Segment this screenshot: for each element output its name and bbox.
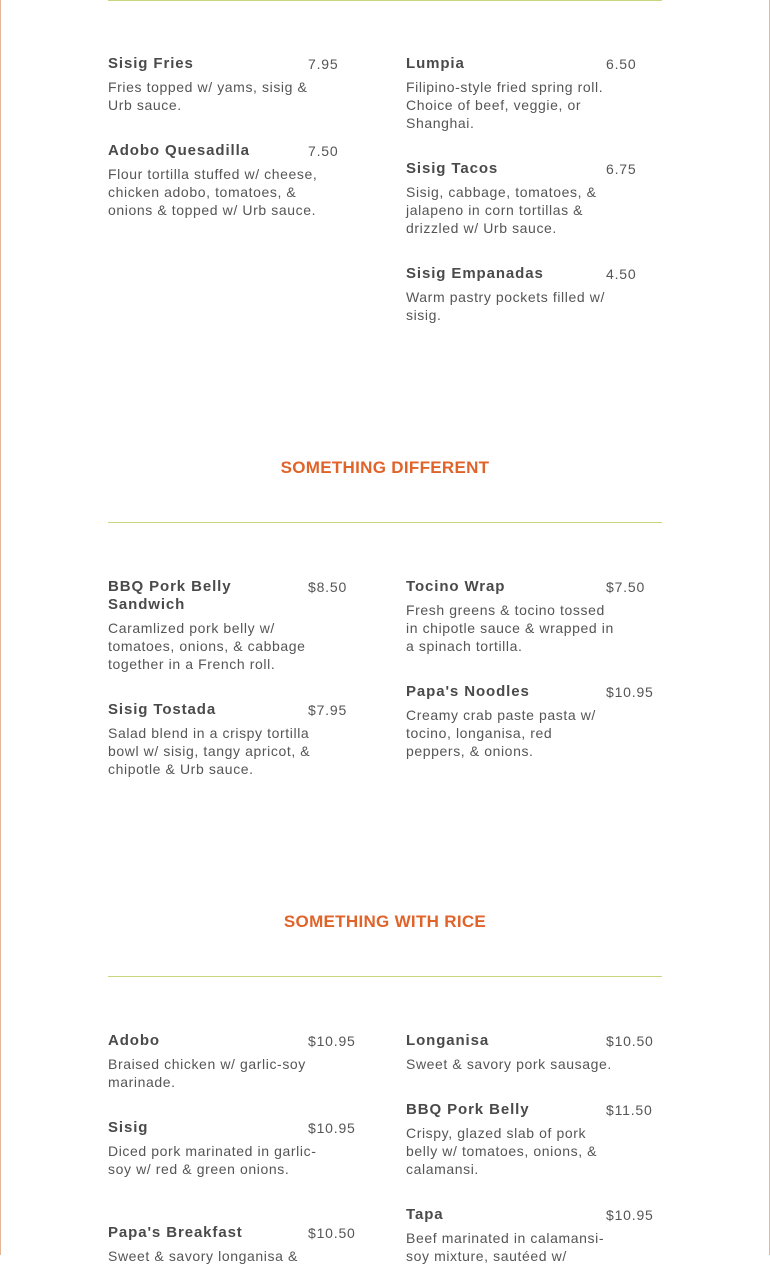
item-name: Sisig Empanadas <box>406 265 544 282</box>
item-description: Flour tortilla stuffed w/ cheese, chicken adobo, tomatoes, & onions & topped w/ Urb sauce. <box>108 166 318 218</box>
item-name: Sisig <box>108 1119 149 1136</box>
item-name: Adobo Quesadilla <box>108 142 250 159</box>
item-price: $10.95 <box>606 1207 654 1223</box>
section-divider <box>108 522 662 523</box>
item-description: Sweet & savory pork sausage. <box>406 1056 612 1072</box>
menu-item[interactable] <box>108 1032 356 1091</box>
item-price: $10.95 <box>308 1033 356 1049</box>
item-description: Creamy crab paste pasta w/ tocino, longanisa, red peppers, & onions. <box>406 707 596 759</box>
item-name: Sisig Fries <box>108 55 194 72</box>
item-price: 4.50 <box>606 266 637 282</box>
item-description: Crispy, glazed slab of pork belly w/ tomatoes, onions, & calamansi. <box>406 1125 598 1177</box>
item-description: Sisig, cabbage, tomatoes, & jalapeno in corn tortillas & drizzled w/ Urb sauce. <box>406 184 597 236</box>
item-price: 7.95 <box>308 56 339 72</box>
item-price: $10.50 <box>308 1225 356 1241</box>
item-price: $7.50 <box>606 579 646 595</box>
section-title: SOMETHING WITH RICE <box>283 912 487 931</box>
item-name: Sisig Tostada <box>108 701 217 718</box>
menu-item[interactable] <box>108 701 347 778</box>
menu-item[interactable] <box>108 578 347 673</box>
item-description: Sweet & savory longanisa & <box>108 1248 298 1264</box>
item-name: Papa's Noodles <box>406 683 530 700</box>
item-price: $10.95 <box>308 1120 356 1136</box>
item-name: BBQ Pork Belly <box>406 1101 530 1118</box>
item-name: Longanisa <box>406 1032 490 1049</box>
menu-item[interactable] <box>406 1101 653 1178</box>
item-description: Filipino-style fried spring roll. Choice of beef, veggie, or Shanghai. <box>406 79 604 131</box>
item-description: Braised chicken w/ garlic-soy marinade. <box>108 1056 306 1090</box>
menu-item[interactable] <box>406 265 636 324</box>
item-description: Warm pastry pockets filled w/ sisig. <box>406 289 605 323</box>
menu-item[interactable] <box>406 1032 654 1073</box>
item-name: Sisig Tacos <box>406 160 499 177</box>
section-title: SOMETHING DIFFERENT <box>280 458 490 477</box>
item-name: BBQ Pork Belly Sandwich <box>108 578 232 613</box>
menu-item[interactable] <box>108 1224 356 1265</box>
item-price: $7.95 <box>308 702 348 718</box>
item-price: $8.50 <box>308 579 348 595</box>
item-name: Lumpia <box>406 55 465 72</box>
item-name: Tapa <box>406 1206 444 1223</box>
item-description: Fresh greens & tocino tossed in chipotle sauce & wrapped in a spinach tortilla. <box>406 602 614 654</box>
item-description: Diced pork marinated in garlic-soy w/ red & green onions. <box>108 1143 317 1177</box>
menu-item[interactable] <box>406 1206 654 1265</box>
item-description: Salad blend in a crispy tortilla bowl w/ sisig, tangy apricot, & chipotle & Urb sauce. <box>108 725 311 777</box>
item-price: $10.50 <box>606 1033 654 1049</box>
section-divider <box>108 976 662 977</box>
menu-item[interactable] <box>108 142 338 219</box>
menu-item[interactable] <box>406 683 654 760</box>
item-price: 6.50 <box>606 56 637 72</box>
menu-item[interactable] <box>406 160 636 237</box>
item-description: Fries topped w/ yams, sisig & Urb sauce. <box>108 79 308 113</box>
item-name: Tocino Wrap <box>406 578 506 595</box>
menu-item[interactable] <box>108 55 338 114</box>
item-price: $10.95 <box>606 684 654 700</box>
item-price: 6.75 <box>606 161 637 177</box>
item-name: Adobo <box>108 1032 160 1049</box>
menu-item[interactable] <box>406 578 645 655</box>
section-divider <box>108 0 662 1</box>
item-price: $11.50 <box>606 1102 653 1118</box>
item-name: Papa's Breakfast <box>108 1224 243 1241</box>
item-price: 7.50 <box>308 143 339 159</box>
item-description: Beef marinated in calamansi-soy mixture, sautéed w/ <box>406 1230 605 1264</box>
menu-item[interactable] <box>108 1119 356 1178</box>
item-description: Caramlized pork belly w/ tomatoes, onions, & cabbage together in a French roll. <box>108 620 306 672</box>
menu-item[interactable] <box>406 55 636 132</box>
